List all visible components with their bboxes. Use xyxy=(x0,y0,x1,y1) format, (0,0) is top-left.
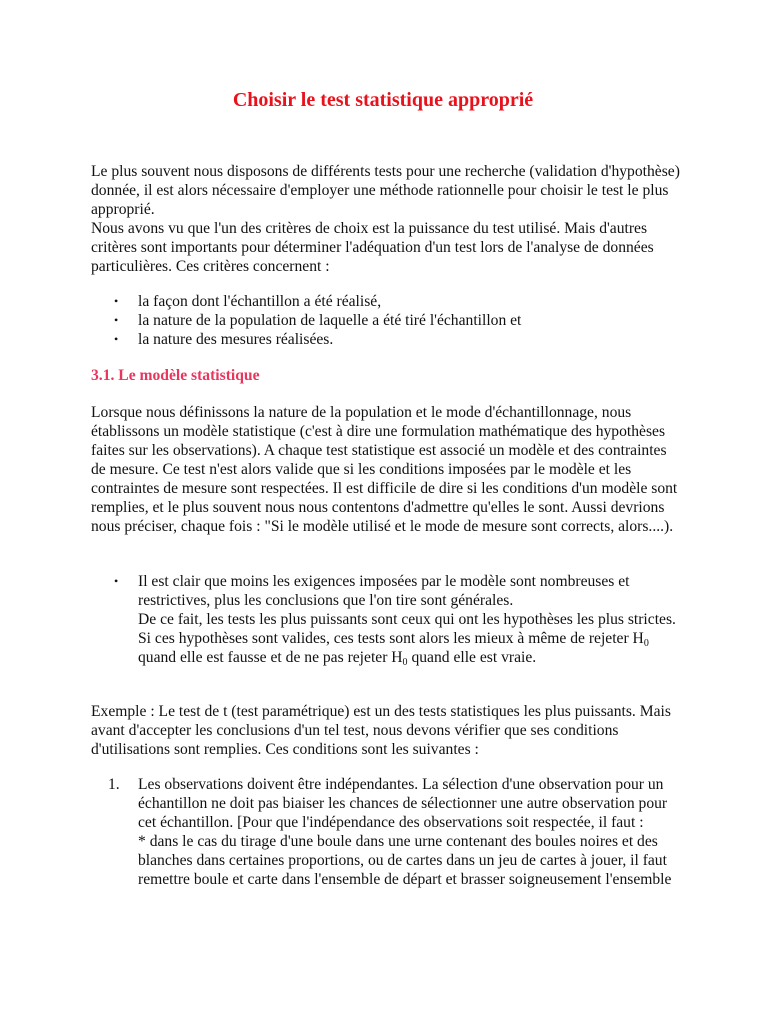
condition-text-2: * dans le cas du tirage d'une boule dans une urne contenant des boules noires et des blanches dans certaines proportions, ou de cartes dans un jeu de cartes à jouer, il faut remettre boule et carte dans l'ensemble de départ et brasser soigneusement l'ensemble xyxy=(138,833,672,888)
bullet-text-1: Il est clair que moins les exigences imposées par le modèle sont nombreuses et restrictives, plus les conclusions que l'on tire sont générales. xyxy=(138,573,630,609)
subscript-zero: 0 xyxy=(643,638,649,649)
intro-text-2: Nous avons vu que l'un des critères de choix est la puissance du test utilisé. Mais d'autres critères sont importants pour déterminer l'adéquation d'un test lors de l'analyse de données particulières. Ces critères concernent : xyxy=(91,220,654,275)
bullet-icon: • xyxy=(114,332,119,346)
model-paragraph xyxy=(91,403,681,536)
criteria-list xyxy=(91,292,681,349)
bullet-icon: • xyxy=(114,313,119,327)
list-number: 1. xyxy=(108,776,120,793)
example-paragraph xyxy=(91,702,681,759)
model-bullet-list xyxy=(91,572,681,667)
conditions-list xyxy=(91,775,681,889)
bullet-text-2: De ce fait, les tests les plus puissants sont ceux qui ont les hypothèses les plus strictes. Si ces hypothèses sont valides, ces tests sont alors les mieux à même de rejeter $H_0$ quand elle est fausse et de ne pas rejeter $H_0$ quand elle est vraie. xyxy=(138,611,676,668)
bullet-icon: • xyxy=(114,294,119,308)
example-text: Exemple : Le test de t (test paramétrique) est un des tests statistiques les plus puissants. Mais avant d'accepter les conclusions d'un tel test, nous devons vérifier que ses conditions d'utilisations sont remplies. Ces conditions sont les suivantes : xyxy=(91,703,671,758)
list-item: • la nature de la population de laquelle a été tiré l'échantillon et xyxy=(114,312,522,329)
list-item xyxy=(91,775,681,889)
list-item: • la nature des mesures réalisées. xyxy=(114,331,334,348)
list-item xyxy=(91,572,681,667)
bullet-icon: • xyxy=(114,574,119,588)
section-heading: 3.1. Le modèle statistique xyxy=(91,367,260,384)
intro-paragraph xyxy=(91,162,681,276)
subscript-zero: 0 xyxy=(402,657,408,668)
list-item: • la façon dont l'échantillon a été réalisé, xyxy=(114,293,382,310)
model-text: Lorsque nous définissons la nature de la population et le mode d'échantillonnage, nous établissons un modèle statistique (c'est à dire une formulation mathématique des hypothèses faites sur les observations). A chaque test statistique est associé un modèle et des contraintes de mesure. Ce test n'est alors valide que si les conditions imposées par le modèle et les contraintes de mesure sont respectées. Il est difficile de dire si les conditions d'un modèle sont remplies, et le plus souvent nous nous contentons d'admettre qu'elles le sont. Aussi devrions nous préciser, chaque fois : "Si le modèle utilisé et le mode de mesure sont corrects, alors....). xyxy=(91,404,678,535)
condition-text-1: Les observations doivent être indépendantes. La sélection d'une observation pour un échantillon ne doit pas biaiser les chances de sélectionner une autre observation pour cet échantillon. [Pour que l'indépendance des observations soit respectée, il faut : xyxy=(138,776,668,831)
intro-text-1: Le plus souvent nous disposons de différents tests pour une recherche (validation d'hypothèse) donnée, il est alors nécessaire d'employer une méthode rationnelle pour choisir le test le plus approprié. xyxy=(91,163,680,218)
page-title: Choisir le test statistique approprié xyxy=(232,89,534,111)
